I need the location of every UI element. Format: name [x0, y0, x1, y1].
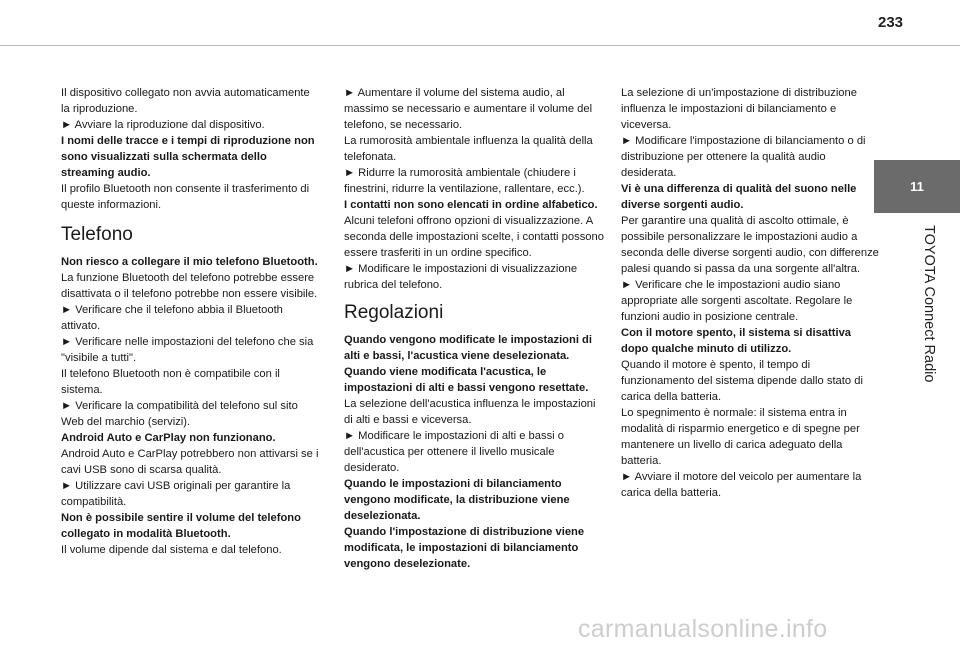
instruction: ► Verificare nelle impostazioni del telefono che sia "visibile a tutti". [61, 336, 314, 364]
instruction: ► Modificare l'impostazione di bilanciamento o di distribuzione per ottenere la qualità audio desiderata. [621, 135, 866, 179]
question-heading: Android Auto e CarPlay non funzionano. [61, 432, 276, 444]
instruction: ► Verificare la compatibilità del telefono sul sito Web del marchio (servizi). [61, 400, 298, 428]
paragraph: Il dispositivo collegato non avvia automaticamente la riproduzione. [61, 87, 310, 115]
text-column-1 [61, 85, 321, 558]
question-heading: Non è possibile sentire il volume del telefono collegato in modalità Bluetooth. [61, 512, 301, 540]
question-heading: I nomi delle tracce e i tempi di riproduzione non sono visualizzati sulla schermata dello streaming audio. [61, 135, 315, 179]
paragraph: Lo spegnimento è normale: il sistema entra in modalità di risparmio energetico e di spegne per mantenere un livello di carica adeguato della batteria. [621, 407, 860, 467]
paragraph: Il volume dipende dal sistema e dal telefono. [61, 544, 282, 556]
instruction: ► Modificare le impostazioni di visualizzazione rubrica del telefono. [344, 263, 578, 291]
text-column-3 [621, 85, 881, 501]
paragraph: Alcuni telefoni offrono opzioni di visualizzazione. A seconda delle impostazioni scelte, i contatti possono essere trasferiti in un ordine specifico. [344, 215, 604, 259]
question-heading: Quando le impostazioni di bilanciamento vengono modificate, la distribuzione viene deselezionata. [344, 478, 570, 522]
question-heading: Non riesco a collegare il mio telefono Bluetooth. [61, 256, 318, 268]
question-heading: Quando vengono modificate le impostazioni di alti e bassi, l'acustica viene deselezionata. Quando viene modificata l'acustica, le impostazioni di alti e bassi vengono resettate. [344, 334, 593, 394]
header-divider [0, 45, 960, 46]
instruction: ► Avviare la riproduzione dal dispositivo. [61, 119, 265, 131]
paragraph: Per garantire una qualità di ascolto ottimale, è possibile personalizzare le impostazioni audio a seconda delle diverse sorgenti audio, con differenze palesi quando si passa da una sorgente all'altra. [621, 215, 879, 275]
paragraph: La selezione di un'impostazione di distribuzione influenza le impostazioni di bilanciamento e viceversa. [621, 87, 857, 131]
instruction: ► Avviare il motore del veicolo per aumentare la carica della batteria. [621, 471, 862, 499]
chapter-title: TOYOTA Connect Radio [921, 225, 937, 383]
watermark: carmanualsonline.info [578, 615, 828, 643]
instruction: ► Aumentare il volume del sistema audio, al massimo se necessario e aumentare il volume del telefono, se necessario. [344, 87, 593, 131]
paragraph: Android Auto e CarPlay potrebbero non attivarsi se i cavi USB sono di scarsa qualità. [61, 448, 319, 476]
page-number: 233 [878, 14, 904, 31]
paragraph: La rumorosità ambientale influenza la qualità della telefonata. [344, 135, 593, 163]
question-heading: Vi è una differenza di qualità del suono nelle diverse sorgenti audio. [621, 183, 857, 211]
chapter-tab [874, 160, 960, 213]
paragraph: La selezione dell'acustica influenza le impostazioni di alti e bassi e viceversa. [344, 398, 596, 426]
paragraph: La funzione Bluetooth del telefono potrebbe essere disattivata o il telefono potrebbe non essere visibile. [61, 272, 318, 300]
chapter-number: 11 [910, 179, 924, 194]
paragraph: Il profilo Bluetooth non consente il trasferimento di queste informazioni. [61, 183, 310, 211]
question-heading: Con il motore spento, il sistema si disattiva dopo qualche minuto di utilizzo. [621, 327, 852, 355]
question-heading: I contatti non sono elencati in ordine alfabetico. [344, 199, 598, 211]
instruction: ► Modificare le impostazioni di alti e bassi o dell'acustica per ottenere il livello musicale desiderato. [344, 430, 565, 474]
section-title-regolazioni: Regolazioni [344, 302, 444, 323]
question-heading: Quando l'impostazione di distribuzione viene modificata, le impostazioni di bilanciamento vengono deselezionate. [344, 526, 585, 570]
text-column-2 [344, 85, 604, 572]
instruction: ► Ridurre la rumorosità ambientale (chiudere i finestrini, ridurre la ventilazione, rallentare, ecc.). [344, 167, 585, 195]
section-title-telefono: Telefono [61, 224, 133, 245]
instruction: ► Verificare che le impostazioni audio siano appropriate alle sorgenti ascoltate. Regolare le funzioni audio in posizione centrale. [621, 279, 853, 323]
instruction: ► Verificare che il telefono abbia il Bluetooth attivato. [61, 304, 283, 332]
paragraph: Il telefono Bluetooth non è compatibile con il sistema. [61, 368, 280, 396]
paragraph: Quando il motore è spento, il tempo di funzionamento del sistema dipende dallo stato di carica della batteria. [621, 359, 863, 403]
instruction: ► Utilizzare cavi USB originali per garantire la compatibilità. [61, 480, 291, 508]
